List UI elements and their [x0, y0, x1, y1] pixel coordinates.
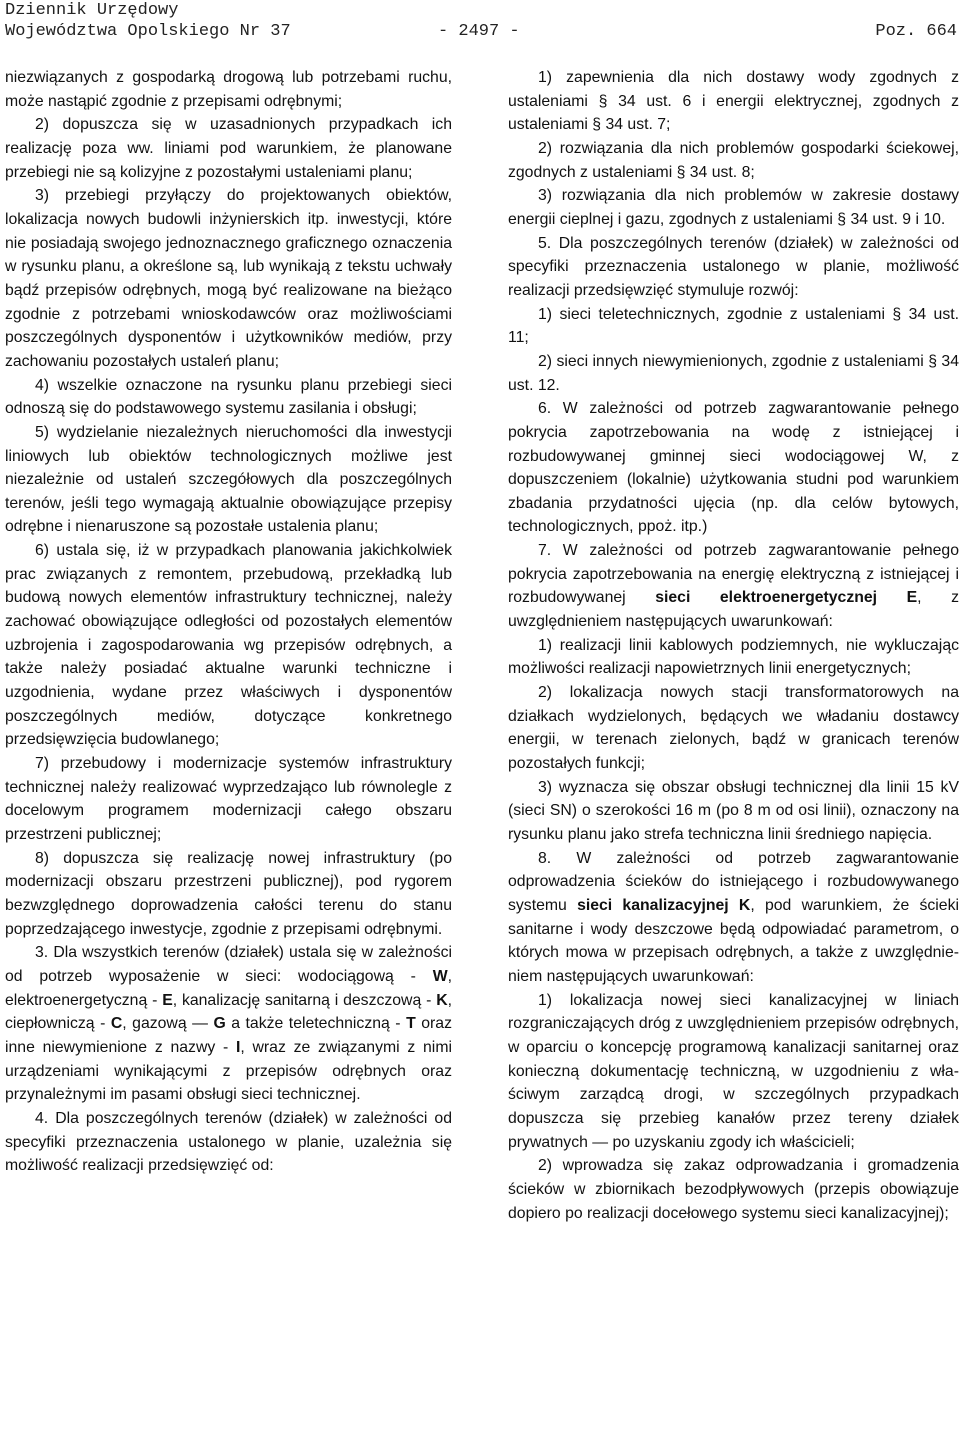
- page-number: - 2497 -: [438, 22, 520, 41]
- paragraph: [5, 941, 452, 1107]
- paragraph: 1) realizacji linii kablowych podziemnych, nie wykluczając możliwości realizacji napowietrznych linii energetycznych;: [508, 636, 959, 678]
- text-run: 3. Dla wszystkich terenów (działek) ustala się w zależności od potrzeb wyposażenie w sieci: wodociągową -: [5, 944, 452, 985]
- page-header: [5, 0, 957, 42]
- paragraph: [508, 847, 959, 989]
- text-run: , pod warunkiem, że ścieki sanitarne i wody deszczowe będą odpowiadać parametrom, o których mowa w przepisach odrębnych, a także z uwzględnieniem następujących uwarunkowań:: [508, 896, 959, 985]
- paragraph: 7) przebudowy i modernizacje systemów infrastruktury technicznej należy realizować wyprzedzająco lub równolegle z docelowym programem modernizacji całego obszaru przestrzeni publicznej;: [5, 755, 452, 843]
- bold-term: I: [235, 1038, 241, 1056]
- paragraph: niezwiązanych z gospodarką drogową lub potrzebami ruchu, może nastąpić zgodnie z przepisami odrębnymi;: [5, 69, 452, 110]
- paragraph: 3) wyznacza się obszar obsługi technicznej dla linii 15 kV (sieci SN) o szerokości 16 m (po 8 m od osi linii), oznaczony na rysunku planu jako strefa techniczna linii średniego napięcia.: [508, 778, 959, 843]
- paragraph: 4) wszelkie oznaczone na rysunku planu przebiegi sieci odnoszą się do podstawowego systemu zasilania i obsługi;: [5, 376, 452, 418]
- paragraph: 5. Dla poszczególnych terenów (działek) w zależności od specyfiki przeznaczenia ustalonego w planie, możliwość realizacji przedsięwzięć stymuluje rozwój:: [508, 234, 959, 299]
- paragraph: 4. Dla poszczególnych terenów (działek) w zależności od specyfiki przeznaczenia ustalonego w planie, uzależnia się możliwość realizacji przedsięwzięć od:: [5, 1109, 452, 1175]
- text-run: a także teletechniczną -: [225, 1015, 407, 1033]
- paragraph: [508, 539, 959, 634]
- header-line-2: [5, 21, 957, 42]
- paragraph: 2) lokalizacja nowych stacji transformatorowych na działkach wydzielonych, będących we władaniu dostawcy energii, w terenach zielonych, bądź w granicach terenów pozostałych funkcji;: [508, 684, 959, 773]
- paragraph: 1) zapewnienia dla nich dostawy wody zgodnych z ustaleniami § 34 ust. 6 i energii elektrycznej, zgodnych z ustaleniami § 34 ust. 7;: [508, 69, 959, 134]
- bold-term: E: [162, 991, 173, 1009]
- journal-title: Dziennik Urzędowy: [5, 1, 179, 20]
- paragraph: 1) sieci teletechnicznych, zgodnie z ustaleniami § 34 ust. 11;: [508, 305, 959, 347]
- voivodeship-issue: Województwa Opolskiego Nr 37: [5, 22, 291, 41]
- paragraph: 2) dopuszcza się w uzasadnionych przypadkach ich realizację poza ww. liniami pod warunkiem, że planowane przebiegi nie są kolizyjne z pozostałymi ustaleniami planu;: [5, 116, 452, 181]
- bold-term: sieci elektroenergetycznej E: [655, 589, 918, 607]
- bold-term: C: [110, 1015, 123, 1033]
- text-run: 8. W zależności od potrzeb zagwarantowanie odprowadzenia ścieków do istniejącego i rozbudowywanego systemu: [508, 849, 959, 914]
- paragraph: 3) rozwiązania dla nich problemów w zakresie dostawy energii cieplnej i gazu, zgodnych z ustaleniami § 34 ust. 9 i 10.: [508, 187, 959, 228]
- text-run: oraz inne niewymienione z nazwy -: [5, 1015, 452, 1056]
- paragraph: 1) lokalizacja nowej sieci kanalizacyjnej w liniach rozgraniczających dróg z uwzględnieniem przepisów odrębnych, w oparciu o koncepcję programową kanalizacji sanitarnej oraz konieczną dokumentację techniczną, w uzgodnieniu z właściwym zarządcą drogi, w szczególnych przypadkach dopuszcza się przebieg kanałów przez tereny działek prywatnych — po uzyskaniu zgody ich właścicieli;: [508, 991, 959, 1151]
- text-run: , wraz ze związanymi z nimi urządzeniami wynikającymi z przepisów odrębnych oraz przynależnymi im pasami obsługi sieci technicznej.: [5, 1038, 452, 1104]
- left-text-column: [5, 66, 452, 1178]
- paragraph: 6) ustala się, iż w przypadkach planowania jakichkolwiek prac związanych z remontem, przebudową, przekładką lub budową nowych elementów infrastruktury technicznej, należy zachować obowiązujące odległości od pozostałych elementów uzbrojenia i zagospodarowania wg przepisów odrębnych, a także należy posiadać aktualne warunki techniczne i uzgodnienia, wydane przez właściwych i dysponentów poszczególnych mediów, dotyczące konkretnego przedsięwzięcia budowlanego;: [5, 542, 452, 749]
- paragraph: 8) dopuszcza się realizację nowej infrastruktury (po modernizacji obszaru przestrzeni publicznej), pod rygorem bezwzględnego doprowadzenia całości terenu do stanu poprzedzającego inwestycje, zgodnie z przepisami odrębnymi.: [5, 849, 452, 938]
- bold-term: T: [406, 1015, 416, 1033]
- paragraph: 5) wydzielanie niezależnych nieruchomości dla inwestycji liniowych lub obiektów technologicznych możliwe jest niezależnie od ustaleń szczegółowych dla poszczególnych terenów, jeśli tego wymagają aktualnie obowiązujące przepisy odrębne i nienaruszone są pozostałe ustalenia planu;: [5, 423, 452, 536]
- bold-term: W: [432, 967, 448, 985]
- right-text-column: [508, 66, 959, 1225]
- position-number: Poz. 664: [875, 22, 957, 41]
- bold-term: sieci kanalizacyjnej K: [577, 896, 751, 914]
- bold-term: G: [213, 1015, 226, 1033]
- text-run: , z uwzględnieniem następujących uwarunkowań:: [508, 589, 959, 631]
- text-run: , elektroenergetyczną -: [5, 967, 452, 1009]
- paragraph: 2) sieci innych niewymienionych, zgodnie z ustaleniami § 34 ust. 12.: [508, 352, 959, 394]
- text-run: , kanalizację sanitarną i deszczową -: [172, 991, 437, 1009]
- bold-term: K: [436, 991, 448, 1009]
- text-run: , ciepłowniczą -: [5, 991, 452, 1033]
- text-run: 7. W zależności od potrzeb zagwarantowanie pełnego pokrycia zapotrzebowania na energię elektryczną z istniejącej i rozbudowywanej: [508, 542, 959, 607]
- paragraph: 6. W zależności od potrzeb zagwarantowanie pełnego pokrycia zapotrzebowania na wodę z istniejącej i rozbudowywanej gminnej sieci wodociągowej W, z dopuszczeniem (lokalnie) użytkowania studni pod warunkiem zbadania przydatności ujęcia (np. dla celów bytowych, technologicznych, ppoż. itp.): [508, 400, 959, 536]
- paragraph: 3) przebiegi przyłączy do projektowanych obiektów, lokalizacja nowych budowli inżynierskich itp. inwestycji, które nie posiadają swojego jednoznacznego graficznego oznaczenia w rysunku planu, a określone są, lub wynikają z tekstu uchwały bądź przepisów odrębnych, mogą być realizowane na bieżąco zgodnie z potrzebami wnioskodawców oraz możliwościami poszczególnych dysponentów i użytkowników mediów, przy zachowaniu pozostałych ustaleń planu;: [5, 187, 452, 370]
- text-run: , gazową —: [122, 1015, 214, 1033]
- paragraph: 2) rozwiązania dla nich problemów gospodarki ściekowej, zgodnych z ustaleniami § 34 ust. 8;: [508, 139, 959, 181]
- paragraph: 2) wprowadza się zakaz odprowadzania i gromadzenia ścieków w zbiornikach bezodpływowych (przepis obowiązuje dopiero po realizacji docełowego systemu sieci kanalizacyjnej);: [508, 1157, 959, 1222]
